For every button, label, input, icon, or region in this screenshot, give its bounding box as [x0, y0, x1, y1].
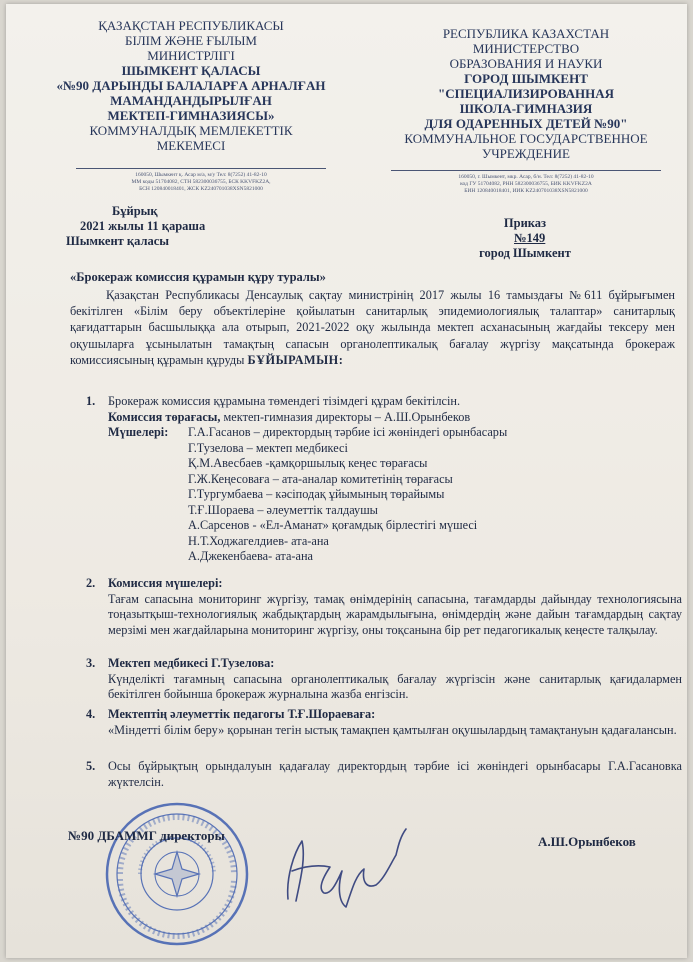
header-right-line: ШКОЛА-ГИМНАЗИЯ: [459, 101, 593, 116]
item-number: 5.: [86, 759, 96, 773]
header-right-line: ОБРАЗОВАНИЯ И НАУКИ: [449, 56, 603, 71]
director-signature: [272, 819, 422, 914]
intro-keyword: БҰЙЫРАМЫН:: [247, 352, 344, 367]
order-item-1: [86, 394, 682, 565]
item-number: 4.: [86, 707, 96, 721]
header-right-rule: [391, 170, 661, 171]
member: А.Сарсенов - «Ел-Аманат» қоғамдық бірлестігі мүшесі: [188, 518, 478, 532]
signatory-title: №90 ДБАММГ директоры: [68, 828, 225, 843]
chair-label: Комиссия төрағасы,: [108, 409, 221, 424]
item-number: 3.: [86, 656, 96, 670]
item-text: Брокераж комиссия құрамына төмендегі тізімдегі құрам бекітілсін.: [108, 394, 461, 408]
order-date: 2021 жылы 11 қараша: [80, 219, 206, 233]
member: Г.Тузелова – мектеп медбикесі: [188, 440, 348, 455]
members-label: Мүшелері:: [108, 425, 169, 439]
order-word: Бұйрық: [112, 204, 158, 218]
header-left-line: ШЫМКЕНТ ҚАЛАСЫ: [121, 63, 261, 78]
header-left-line: БІЛІМ ЖӘНЕ ҒЫЛЫМ: [125, 33, 257, 48]
signatory-name: А.Ш.Орынбеков: [538, 834, 636, 849]
header-right-line: ГОРОД ШЫМКЕНТ: [464, 71, 588, 86]
member: Г.Тургумбаева – кәсіподақ ұйымының төрайымы: [188, 487, 445, 501]
header-left-line: МИНИСТРЛІГІ: [147, 48, 235, 63]
order-word-ru: Приказ: [503, 216, 547, 230]
contact-line: 160050, Шымкент қ. Асар м/а, м/у Тел: 8(7252) 41-82-10: [135, 172, 267, 178]
order-item-4: [86, 707, 682, 738]
order-item-2: [86, 576, 682, 638]
member: Қ.М.Авесбаев -қамқоршылық кеңес төрағасы: [188, 456, 428, 470]
item-number: 1.: [86, 394, 96, 408]
header-right-line: РЕСПУБЛИКА КАЗАХСТАН: [442, 26, 610, 41]
contact-line: ММ коды 51704082, СТН 582300036755, БСК KKVFKZ2A,: [131, 179, 271, 185]
member: Г.А.Гасанов – директордың тәрбие ісі жөніндегі орынбасары: [188, 425, 508, 439]
intro-text: Қазақстан Республикасы Денсаулық сақтау министрінің 2017 жылы 16 тамыздағы №611 бұйрығымен бекітілген «Білім беру объектілеріне қойылатын санитарлық эпидемиологиялық талаптар» санитарлық қағидаттарын басшылыққа ала отырып, 2021-2022 оқу жылында мектеп асханасының жағдайы тексеру мен оқушыларға ұсынылатын тамақтың сапасын органолептикалық бағалау жүргізу мақсатында брокераж комиссиясының құрамын құруды: [70, 288, 675, 367]
item-head: Комиссия мүшелері:: [108, 576, 223, 590]
chair-text: мектеп-гимназия директоры – А.Ш.Орынбеков: [220, 409, 471, 424]
item-text: Тағам сапасына мониторинг жүргізу, тамақ өнімдерінің сапасына, тағамдарды дайындау технологиясына тоңазытқыш-технологиялық жабдықтардың жарамдылығына, өнімдердің және дайын тағамдардың сақтау мерзімі мен жағдайларына мониторинг жүргізу, оны тоқсанына бір рет педагогикалық кеңесте талқылау.: [108, 591, 682, 637]
order-info-russian: [470, 216, 580, 261]
header-right-line: КОММУНАЛЬНОЕ ГОСУДАРСТВЕННОЕ: [404, 131, 648, 146]
item-text: Осы бұйрықтың орындалуын қадағалау директордың тәрбие ісі жөніндегі орынбасары Г.А.Гасановка жүктелсін.: [108, 759, 682, 789]
order-number: №149: [514, 231, 546, 245]
contact-line: код ГУ 51704082, РНН 582300036755, БИК KKVFKZ2A: [460, 181, 592, 187]
item-text: Күнделікті тағамның сапасына органолептикалық бағалау жүргізсін және санитарлық қағидалармен бекітілген бойынша брокераж журналына жазба енгізсін.: [108, 671, 682, 701]
header-left-line: ҚАЗАҚСТАН РЕСПУБЛИКАСЫ: [98, 18, 284, 33]
order-item-5: [86, 759, 682, 790]
item-number: 2.: [86, 576, 96, 590]
order-item-3: [86, 656, 682, 703]
member: Н.Т.Ходжагелдиев- ата-ана: [188, 533, 329, 548]
header-left-line: КОММУНАЛДЫҚ МЕМЛЕКЕТТІК: [89, 123, 293, 138]
item-text: «Міндетті білім беру» қорынан тегін ыстық тамақпен қамтылған оқушылардың тамақтануын қадағалансын.: [108, 722, 677, 737]
contact-line: 160050, г. Шымкент, мкр. Асар, б/н. Тел: 8(7252) 41-82-10: [458, 174, 594, 180]
member: Г.Ж.Кеңесоваға – ата-аналар комитетінің төрағасы: [188, 471, 453, 486]
contact-line: БСН 120840018401, ЖСК KZ240701038XSN5821000: [139, 186, 263, 192]
contact-line: БИН 120840018401, ИИК KZ240701038XSN5821000: [464, 188, 588, 194]
header-right-line: МИНИСТЕРСТВО: [472, 41, 580, 56]
order-city-ru: город Шымкент: [479, 246, 571, 260]
member: А.Джекенбаева- ата-ана: [188, 549, 313, 563]
document-page: [6, 4, 687, 958]
intro-paragraph: [70, 287, 675, 368]
header-left: [46, 18, 336, 153]
official-stamp: [102, 799, 252, 949]
header-left-rule: [76, 168, 326, 169]
member: Т.Ғ.Шораева – әлеуметтік талдаушы: [188, 502, 378, 517]
header-right: [386, 26, 666, 161]
header-left-line: «№90 ДАРЫНДЫ БАЛАЛАРҒА АРНАЛҒАН: [56, 78, 326, 93]
item-head: Мектептің әлеуметтік педагогы Т.Ғ.Шораеваға:: [108, 707, 376, 721]
header-right-line: ДЛЯ ОДАРЕННЫХ ДЕТЕЙ №90": [424, 116, 628, 131]
order-info-kazakh: [66, 204, 205, 249]
item-head: Мектеп медбикесі Г.Тузелова:: [108, 656, 275, 670]
document-title: «Брокераж комиссия құрамын құру туралы»: [70, 270, 326, 284]
header-left-line: МЕКТЕП-ГИМНАЗИЯСЫ»: [107, 108, 275, 123]
header-right-contacts: [386, 174, 666, 195]
order-city: Шымкент қаласы: [66, 234, 170, 248]
header-right-line: "СПЕЦИАЛИЗИРОВАННАЯ: [438, 86, 614, 101]
header-left-contacts: [66, 172, 336, 193]
header-left-line: МАМАНДАНДЫРЫЛҒАН: [110, 93, 272, 108]
header-right-line: УЧРЕЖДЕНИЕ: [482, 146, 570, 161]
header-left-line: МЕКЕМЕСІ: [156, 138, 226, 153]
